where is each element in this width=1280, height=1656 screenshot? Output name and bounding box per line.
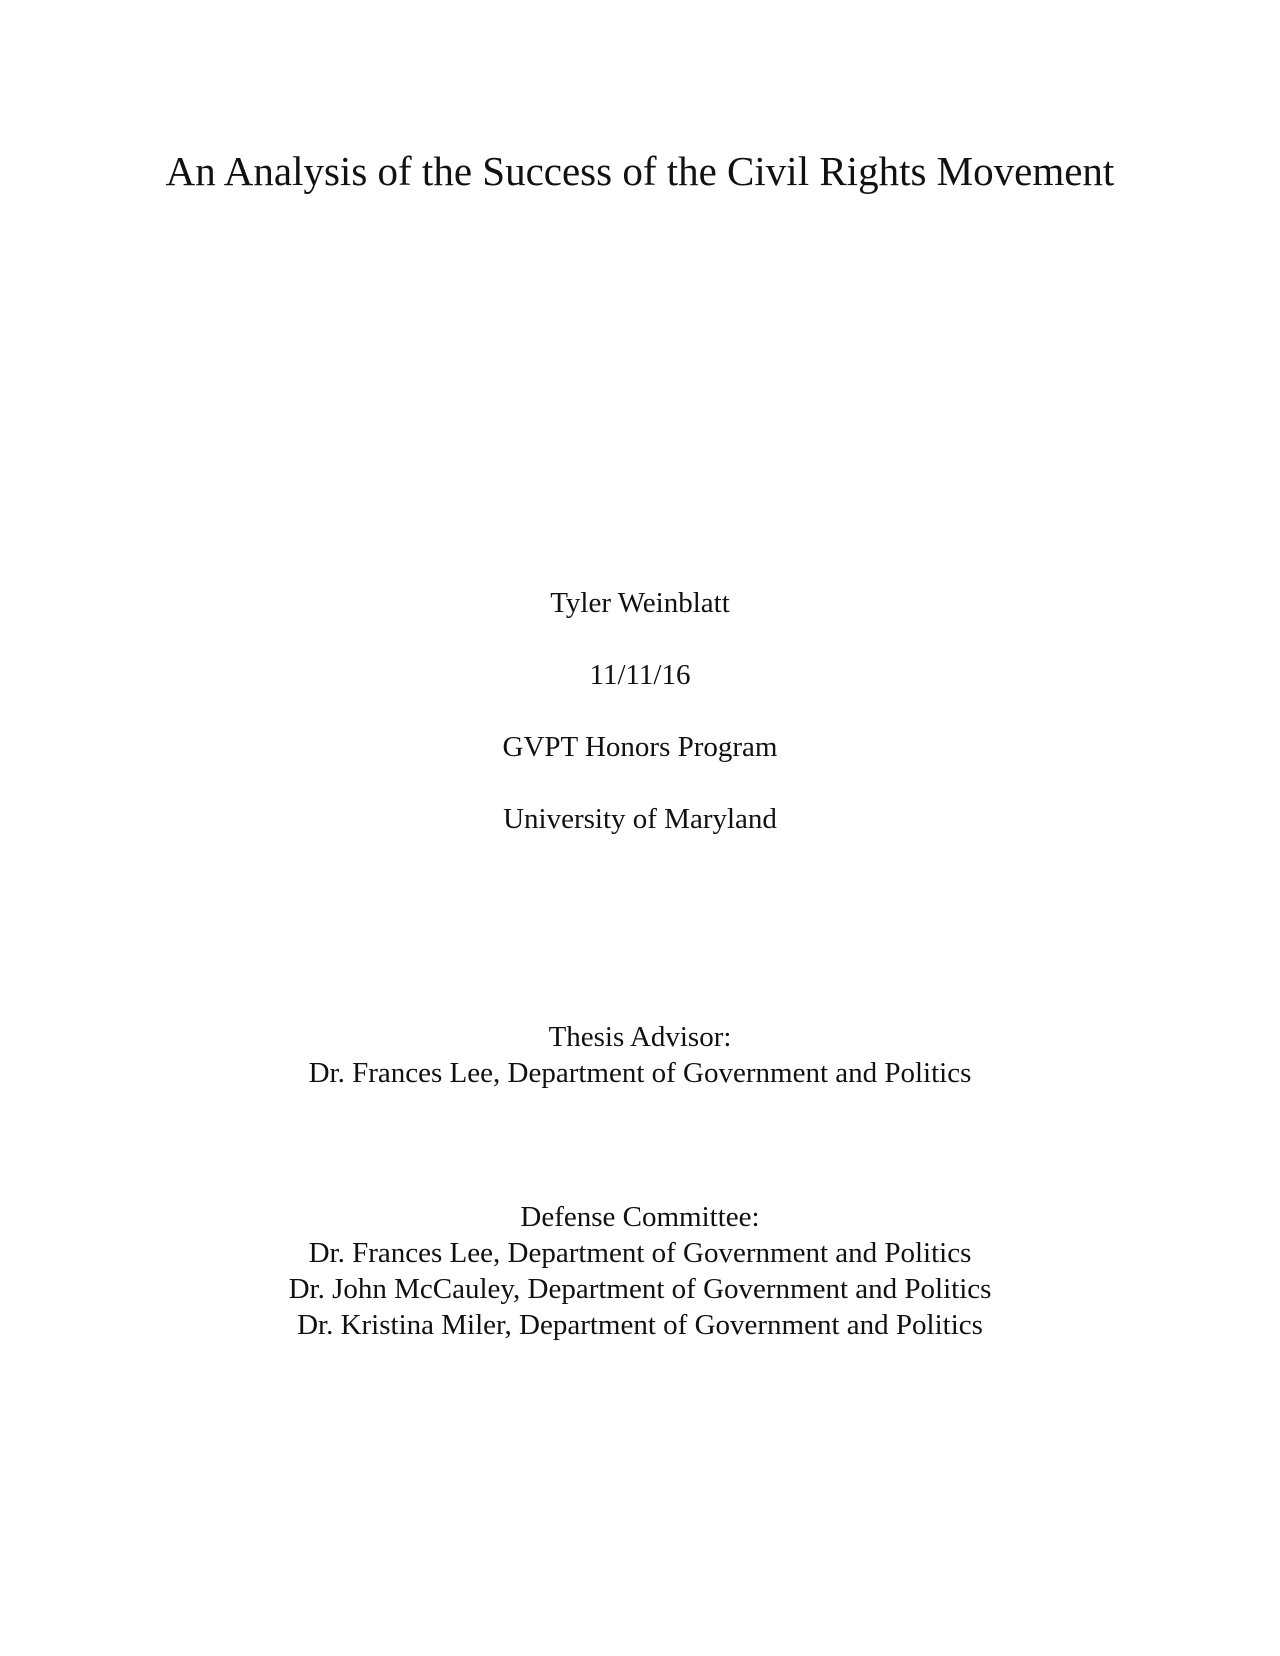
submission-date: 11/11/16 — [589, 659, 691, 691]
committee-member: Dr. Frances Lee, Department of Government and Politics — [308, 1237, 972, 1269]
institution-name: University of Maryland — [503, 803, 777, 835]
committee-member: Dr. Kristina Miler, Department of Government and Politics — [297, 1309, 983, 1341]
author-name: Tyler Weinblatt — [550, 587, 730, 619]
advisor-heading: Thesis Advisor: — [548, 1021, 732, 1053]
committee-member: Dr. John McCauley, Department of Government and Politics — [288, 1273, 992, 1305]
advisor-name: Dr. Frances Lee, Department of Government and Politics — [308, 1057, 972, 1089]
committee-heading: Defense Committee: — [520, 1201, 760, 1233]
program-name: GVPT Honors Program — [502, 731, 778, 763]
document-title: An Analysis of the Success of the Civil Rights Movement — [165, 148, 1115, 194]
